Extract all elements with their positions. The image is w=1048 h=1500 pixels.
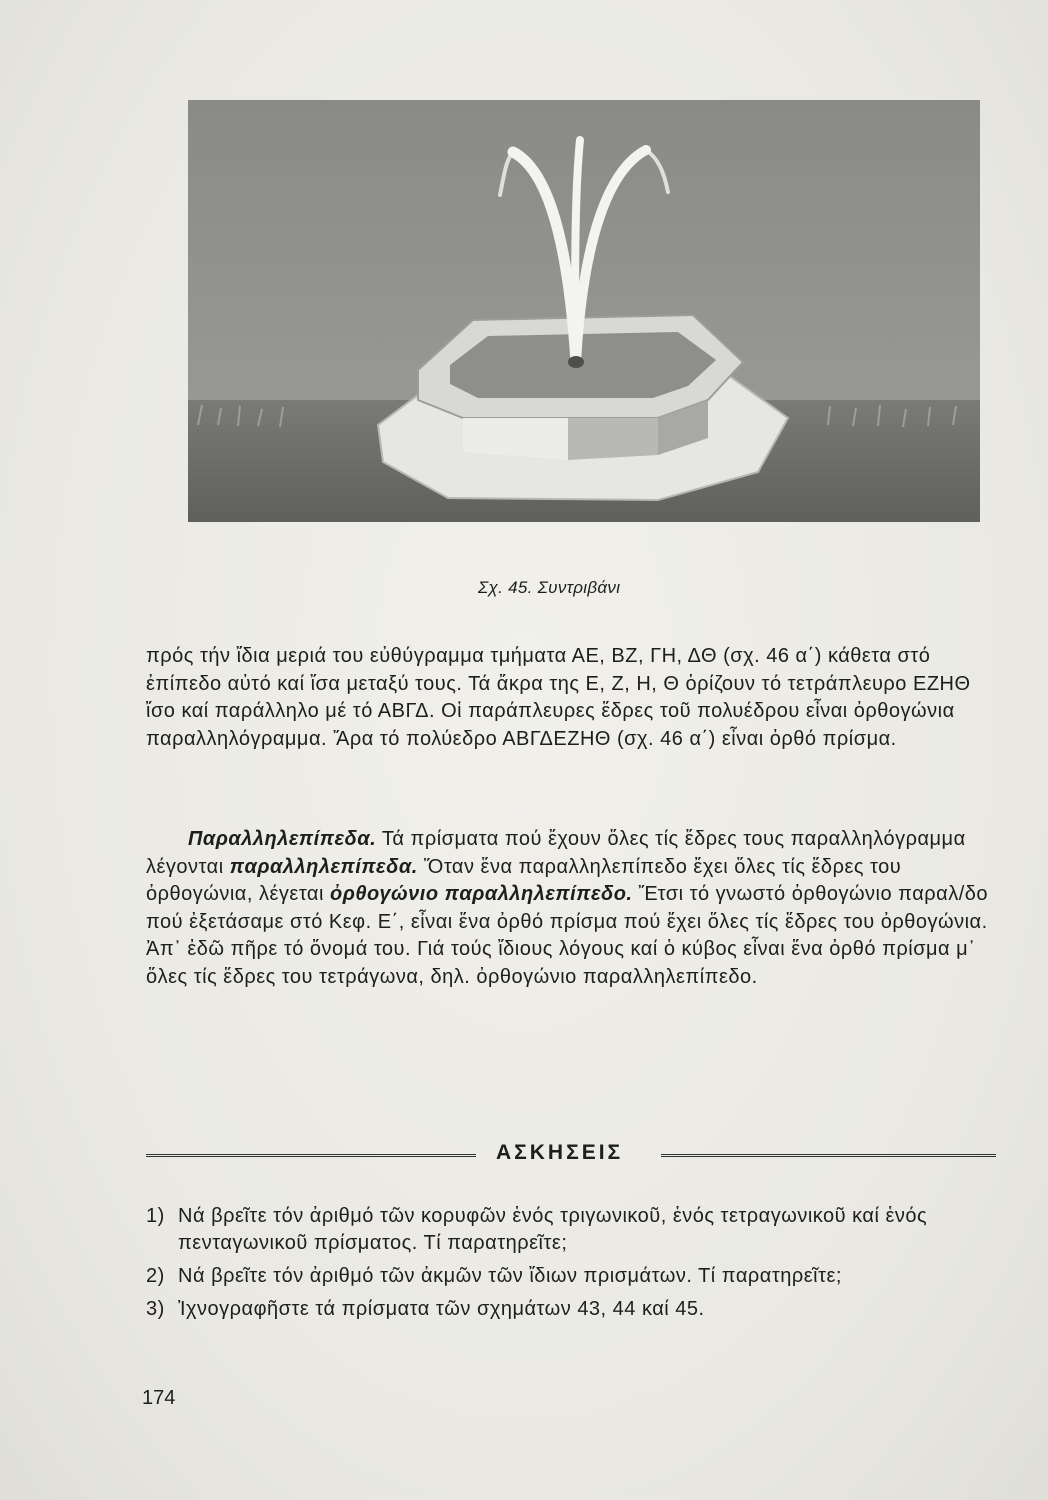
exercise-text: Νά βρεῖτε τόν ἀριθμό τῶν ἀκμῶν τῶν ἴδιων πρισμάτων. Τί παρατηρεῖτε;	[178, 1265, 842, 1287]
paragraph-text: πρός τήν ἴδια μεριά του εὐθύγραμμα τμήματα ΑΕ, ΒΖ, ΓΗ, ΔΘ (σχ. 46 α΄) κάθετα στό ἐπίπεδο αὐτό καί ἴσα μεταξύ τους. Τά ἄκρα της Ε, Ζ, Η, Θ ὁρίζουν τό τετράπλευρο ΕΖΗΘ ἴσο καί παράλληλο μέ τό ΑΒΓΔ. Οἱ παράπλευρες ἕδρες τοῦ πολυέδρου εἶναι ὀρθογώνια παραλληλόγραμμα. Ἄρα τό πολύεδρο ΑΒΓΔΕΖΗΘ (σχ. 46 α΄) εἶναι ὀρθό πρίσμα.	[146, 645, 971, 750]
section-title: ΑΣΚΗΣΕΙΣ	[496, 1141, 624, 1164]
divider	[146, 1154, 476, 1157]
term-emphasis: ὀρθογώνιο παραλληλεπίπεδο.	[330, 883, 633, 905]
exercise-number: 1)	[146, 1205, 165, 1227]
paragraph-text: Ἔτσι τό γνωστό ὀρθογώνιο παραλ/δο πού ἐξετάσαμε στό Κεφ. Ε΄, εἶναι ἕνα ὀρθό πρίσμα πού ἔχει ὅλες τίς ἕδρες του ὀρθογώνια. Ἀπ᾽ ἐδῶ πῆρε τό ὄνομά του. Γιά τούς ἴδιους λόγους καί ὁ κύβος εἶναι ἕνα ὀρθό πρίσμα μ᾽ ὅλες τίς ἕδρες του τετράγωνα, δηλ. ὀρθογώνιο παραλληλεπίπεδο.	[146, 883, 989, 988]
page-number: 174	[142, 1387, 176, 1409]
divider	[661, 1154, 996, 1157]
figure-caption: Σχ. 45. Συντριβάνι	[478, 578, 621, 597]
exercises-header	[146, 1141, 996, 1175]
fountain-photo	[188, 100, 980, 522]
exercise-text: Νά βρεῖτε τόν ἀριθμό τῶν κορυφῶν ἑνός τριγωνικοῦ, ἑνός τετραγωνικοῦ καί ἑνός πενταγωνικοῦ πρίσματος. Τί παρατηρεῖτε;	[178, 1205, 928, 1254]
paragraph-text: Τά πρίσματα πού ἔχουν ὅλες τίς ἕδρες τους παραλληλόγραμμα λέγονται	[146, 828, 966, 878]
paragraph-prism-definition	[146, 643, 996, 753]
list-item	[146, 1296, 996, 1323]
exercise-number: 3)	[146, 1298, 165, 1320]
list-item	[146, 1203, 996, 1257]
paragraph-text: Ὅταν ἕνα παραλληλεπίπεδο ἔχει ὅλες τίς ἕδρες του ὀρθογώνια, λέγεται	[146, 855, 902, 905]
exercise-text: Ἰχνογραφῆστε τά πρίσματα τῶν σχημάτων 43, 44 καί 45.	[178, 1298, 705, 1320]
term-emphasis: παραλληλεπίπεδα.	[229, 855, 418, 878]
list-item	[146, 1263, 996, 1290]
term-heading: Παραλληλεπίπεδα.	[188, 828, 377, 850]
fountain-illustration	[188, 100, 980, 522]
exercise-number: 2)	[146, 1265, 165, 1287]
exercise-list	[146, 1203, 996, 1329]
paragraph-parallelepipeds	[146, 826, 996, 991]
